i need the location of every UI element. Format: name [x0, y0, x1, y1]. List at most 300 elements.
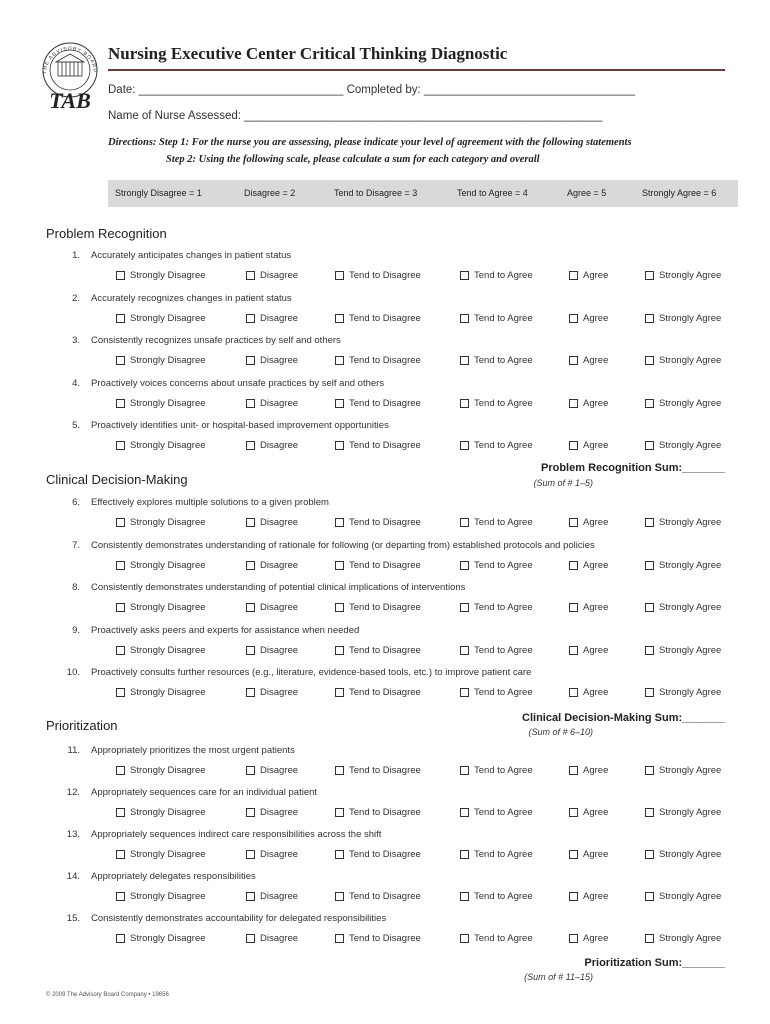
checkbox-icon[interactable]: [335, 271, 344, 280]
rating-option-label: Strongly Disagree: [130, 560, 206, 571]
rating-option-label: Strongly Disagree: [130, 891, 206, 902]
checkbox-icon[interactable]: [645, 850, 654, 859]
nurse-row: [108, 110, 602, 122]
question-number: 10.: [66, 667, 80, 678]
rating-option[interactable]: [645, 313, 721, 324]
rating-option[interactable]: [460, 933, 533, 944]
rating-option[interactable]: [645, 440, 721, 451]
rating-option[interactable]: [335, 398, 421, 409]
svg-text:TAB: TAB: [49, 88, 91, 113]
section-sum-field[interactable]: Prioritization Sum:_______: [584, 957, 725, 969]
checkbox-icon[interactable]: [569, 850, 578, 859]
rating-option[interactable]: [460, 313, 533, 324]
rating-option-label: Agree: [583, 849, 609, 860]
rating-option-label: Strongly Agree: [659, 645, 722, 656]
rating-option-label: Tend to Agree: [474, 517, 533, 528]
rating-option[interactable]: [569, 849, 608, 860]
rating-option-label: Tend to Disagree: [349, 517, 421, 528]
rating-option[interactable]: [569, 765, 608, 776]
checkbox-icon[interactable]: [246, 603, 255, 612]
rating-option[interactable]: [246, 355, 298, 366]
rating-option[interactable]: [645, 355, 721, 366]
checkbox-icon[interactable]: [246, 356, 255, 365]
question-text: Accurately anticipates changes in patient status: [91, 250, 292, 261]
checkbox-icon[interactable]: [246, 808, 255, 817]
rating-option[interactable]: [116, 560, 206, 571]
rating-option-label: Disagree: [260, 355, 299, 366]
question-text: Proactively consults further resources (e.g., literature, evidence-based tools, etc.) to improve patient care: [91, 667, 532, 678]
rating-option[interactable]: [116, 313, 206, 324]
rating-option[interactable]: [569, 560, 608, 571]
rating-option-label: Strongly Agree: [659, 687, 722, 698]
checkbox-icon[interactable]: [569, 934, 578, 943]
rating-option-label: Tend to Agree: [474, 849, 533, 860]
checkbox-icon[interactable]: [460, 356, 469, 365]
rating-option-label: Tend to Agree: [474, 602, 533, 613]
checkbox-icon[interactable]: [246, 271, 255, 280]
rating-option[interactable]: [116, 849, 206, 860]
checkbox-icon[interactable]: [645, 561, 654, 570]
checkbox-icon[interactable]: [116, 441, 125, 450]
question-text: Appropriately prioritizes the most urgent patients: [91, 745, 295, 756]
question-text: Appropriately delegates responsibilities: [91, 871, 256, 882]
checkbox-icon[interactable]: [116, 561, 125, 570]
directions-step-2: Step 2: Using the following scale, please calculate a sum for each category and overall: [166, 154, 540, 165]
rating-option[interactable]: [116, 645, 206, 656]
checkbox-icon[interactable]: [335, 646, 344, 655]
rating-option[interactable]: [645, 645, 721, 656]
rating-option-label: Disagree: [260, 849, 299, 860]
rating-option[interactable]: [335, 313, 421, 324]
rating-option-label: Tend to Agree: [474, 355, 533, 366]
rating-option[interactable]: [116, 440, 206, 451]
advisory-board-logo: [38, 38, 102, 116]
checkbox-icon[interactable]: [569, 808, 578, 817]
rating-option-label: Tend to Agree: [474, 313, 533, 324]
rating-option[interactable]: [246, 270, 298, 281]
checkbox-icon[interactable]: [335, 314, 344, 323]
checkbox-icon[interactable]: [116, 271, 125, 280]
checkbox-icon[interactable]: [645, 518, 654, 527]
rating-option-label: Disagree: [260, 645, 299, 656]
checkbox-icon[interactable]: [116, 934, 125, 943]
rating-option[interactable]: [460, 560, 533, 571]
section-title: Clinical Decision-Making: [46, 472, 188, 487]
checkbox-icon[interactable]: [460, 441, 469, 450]
checkbox-icon[interactable]: [569, 441, 578, 450]
rating-option[interactable]: [246, 517, 298, 528]
rating-option[interactable]: [645, 398, 721, 409]
date-label: Date:: [108, 84, 136, 96]
section-sum-note: (Sum of # 6–10): [528, 727, 593, 737]
question-text: Accurately recognizes changes in patient status: [91, 293, 292, 304]
rating-scale-bar: [108, 180, 738, 207]
directions-step-1: Directions: Step 1: For the nurse you are assessing, please indicate your level of agreement with the following statements: [108, 137, 632, 148]
rating-option-label: Tend to Disagree: [349, 313, 421, 324]
rating-option-label: Strongly Disagree: [130, 765, 206, 776]
checkbox-icon[interactable]: [335, 892, 344, 901]
question-number: 14.: [66, 871, 80, 882]
checkbox-icon[interactable]: [645, 892, 654, 901]
rating-option-label: Strongly Disagree: [130, 849, 206, 860]
rating-option[interactable]: [116, 933, 206, 944]
checkbox-icon[interactable]: [645, 356, 654, 365]
rating-option[interactable]: [645, 765, 721, 776]
rating-option[interactable]: [460, 517, 533, 528]
rating-option-label: Tend to Disagree: [349, 602, 421, 613]
checkbox-icon[interactable]: [116, 808, 125, 817]
rating-option-label: Agree: [583, 270, 609, 281]
scale-item: Tend to Disagree = 3: [334, 188, 418, 198]
rating-option[interactable]: [645, 560, 721, 571]
rating-option-label: Disagree: [260, 765, 299, 776]
question-text: Effectively explores multiple solutions to a given problem: [91, 497, 329, 508]
rating-option[interactable]: [645, 270, 721, 281]
question-text: Consistently demonstrates accountability for delegated responsibilities: [91, 913, 387, 924]
checkbox-icon[interactable]: [645, 646, 654, 655]
rating-option-label: Strongly Disagree: [130, 440, 206, 451]
rating-option[interactable]: [246, 560, 298, 571]
rating-option-label: Strongly Disagree: [130, 933, 206, 944]
rating-option-label: Agree: [583, 313, 609, 324]
rating-option[interactable]: [246, 313, 298, 324]
page-title: Nursing Executive Center Critical Thinking Diagnostic: [108, 44, 508, 63]
rating-option[interactable]: [569, 398, 608, 409]
rating-option-label: Tend to Disagree: [349, 398, 421, 409]
rating-option[interactable]: [116, 355, 206, 366]
rating-option[interactable]: [460, 891, 533, 902]
checkbox-icon[interactable]: [460, 766, 469, 775]
rating-option-label: Strongly Disagree: [130, 602, 206, 613]
rating-option-label: Strongly Agree: [659, 560, 722, 571]
checkbox-icon[interactable]: [569, 399, 578, 408]
rating-option[interactable]: [335, 355, 421, 366]
checkbox-icon[interactable]: [335, 399, 344, 408]
checkbox-icon[interactable]: [460, 850, 469, 859]
question-number: 5.: [72, 420, 80, 431]
rating-option[interactable]: [246, 891, 298, 902]
question-number: 15.: [66, 913, 80, 924]
rating-option[interactable]: [569, 440, 608, 451]
scale-item: Strongly Disagree = 1: [115, 188, 202, 198]
question-number: 6.: [72, 497, 80, 508]
checkbox-icon[interactable]: [460, 892, 469, 901]
rating-option-label: Tend to Disagree: [349, 560, 421, 571]
question-text: Proactively voices concerns about unsafe practices by self and others: [91, 378, 385, 389]
rating-option[interactable]: [460, 687, 533, 698]
rating-option[interactable]: [460, 440, 533, 451]
checkbox-icon[interactable]: [335, 561, 344, 570]
rating-option-label: Strongly Agree: [659, 313, 722, 324]
rating-option-label: Agree: [583, 765, 609, 776]
rating-option-label: Tend to Disagree: [349, 807, 421, 818]
checkbox-icon[interactable]: [569, 688, 578, 697]
checkbox-icon[interactable]: [645, 934, 654, 943]
rating-option[interactable]: [460, 765, 533, 776]
checkbox-icon[interactable]: [116, 314, 125, 323]
checkbox-icon[interactable]: [335, 808, 344, 817]
rating-option[interactable]: [116, 765, 206, 776]
checkbox-icon[interactable]: [335, 850, 344, 859]
rating-option[interactable]: [335, 849, 421, 860]
checkbox-icon[interactable]: [116, 646, 125, 655]
section-sum-note: (Sum of # 11–15): [524, 972, 593, 982]
rating-option-label: Tend to Agree: [474, 270, 533, 281]
checkbox-icon[interactable]: [569, 271, 578, 280]
checkbox-icon[interactable]: [116, 356, 125, 365]
checkbox-icon[interactable]: [645, 808, 654, 817]
rating-option-label: Agree: [583, 807, 609, 818]
rating-option[interactable]: [460, 398, 533, 409]
checkbox-icon[interactable]: [246, 934, 255, 943]
rating-option-label: Tend to Agree: [474, 560, 533, 571]
checkbox-icon[interactable]: [569, 314, 578, 323]
checkbox-icon[interactable]: [116, 688, 125, 697]
checkbox-icon[interactable]: [460, 561, 469, 570]
rating-option-label: Strongly Agree: [659, 849, 722, 860]
title-divider: [108, 69, 725, 71]
checkbox-icon[interactable]: [569, 646, 578, 655]
rating-option[interactable]: [569, 891, 608, 902]
rating-option[interactable]: [569, 807, 608, 818]
rating-option[interactable]: [645, 687, 721, 698]
rating-option-label: Strongly Disagree: [130, 355, 206, 366]
rating-option[interactable]: [246, 849, 298, 860]
checkbox-icon[interactable]: [246, 688, 255, 697]
rating-option[interactable]: [116, 687, 206, 698]
question-number: 7.: [72, 540, 80, 551]
rating-option[interactable]: [246, 440, 298, 451]
checkbox-icon[interactable]: [246, 441, 255, 450]
section-sum-field[interactable]: Clinical Decision-Making Sum:_______: [522, 712, 725, 724]
checkbox-icon[interactable]: [460, 688, 469, 697]
rating-option[interactable]: [335, 765, 421, 776]
rating-option[interactable]: [246, 933, 298, 944]
rating-option-label: Strongly Agree: [659, 398, 722, 409]
rating-option[interactable]: [645, 933, 721, 944]
checkbox-icon[interactable]: [460, 314, 469, 323]
checkbox-icon[interactable]: [246, 646, 255, 655]
checkbox-icon[interactable]: [335, 441, 344, 450]
nurse-field[interactable]: ________________________________________________________: [244, 110, 603, 122]
checkbox-icon[interactable]: [645, 441, 654, 450]
checkbox-icon[interactable]: [569, 766, 578, 775]
rating-option[interactable]: [460, 807, 533, 818]
rating-option-label: Agree: [583, 398, 609, 409]
checkbox-icon[interactable]: [335, 934, 344, 943]
rating-option-label: Agree: [583, 560, 609, 571]
rating-option[interactable]: [569, 517, 608, 528]
rating-option-label: Agree: [583, 645, 609, 656]
checkbox-icon[interactable]: [645, 766, 654, 775]
rating-option-label: Agree: [583, 687, 609, 698]
rating-option-label: Disagree: [260, 440, 299, 451]
rating-option[interactable]: [335, 602, 421, 613]
rating-option[interactable]: [335, 933, 421, 944]
rating-option-label: Tend to Agree: [474, 891, 533, 902]
rating-option[interactable]: [460, 849, 533, 860]
rating-option-label: Tend to Disagree: [349, 765, 421, 776]
rating-option[interactable]: [246, 398, 298, 409]
checkbox-icon[interactable]: [645, 688, 654, 697]
rating-option-label: Strongly Agree: [659, 891, 722, 902]
checkbox-icon[interactable]: [335, 688, 344, 697]
rating-option[interactable]: [460, 602, 533, 613]
rating-option[interactable]: [116, 891, 206, 902]
rating-option-label: Tend to Disagree: [349, 440, 421, 451]
checkbox-icon[interactable]: [460, 646, 469, 655]
rating-option[interactable]: [335, 891, 421, 902]
question-number: 13.: [66, 829, 80, 840]
checkbox-icon[interactable]: [335, 356, 344, 365]
scale-item: Disagree = 2: [244, 188, 296, 198]
rating-option[interactable]: [460, 645, 533, 656]
rating-option-label: Tend to Agree: [474, 687, 533, 698]
checkbox-icon[interactable]: [335, 518, 344, 527]
rating-option[interactable]: [246, 645, 298, 656]
rating-option[interactable]: [645, 602, 721, 613]
checkbox-icon[interactable]: [246, 518, 255, 527]
rating-option[interactable]: [246, 687, 298, 698]
rating-option-label: Tend to Agree: [474, 440, 533, 451]
question-number: 12.: [66, 787, 80, 798]
rating-option[interactable]: [335, 645, 421, 656]
checkbox-icon[interactable]: [116, 603, 125, 612]
checkbox-icon[interactable]: [569, 518, 578, 527]
rating-option-label: Strongly Agree: [659, 270, 722, 281]
rating-option-label: Tend to Agree: [474, 765, 533, 776]
checkbox-icon[interactable]: [645, 603, 654, 612]
section-sum-note: (Sum of # 1–5): [533, 478, 593, 488]
rating-option-label: Disagree: [260, 891, 299, 902]
rating-option[interactable]: [116, 517, 206, 528]
question-text: Consistently recognizes unsafe practices by self and others: [91, 335, 341, 346]
rating-option-label: Disagree: [260, 560, 299, 571]
rating-option-label: Tend to Disagree: [349, 849, 421, 860]
rating-option[interactable]: [335, 517, 421, 528]
question-number: 3.: [72, 335, 80, 346]
rating-option-label: Strongly Agree: [659, 355, 722, 366]
scale-item: Tend to Agree = 4: [457, 188, 528, 198]
rating-option[interactable]: [569, 313, 608, 324]
completed-by-field[interactable]: _________________________________: [423, 84, 635, 96]
checkbox-icon[interactable]: [460, 399, 469, 408]
checkbox-icon[interactable]: [116, 892, 125, 901]
checkbox-icon[interactable]: [116, 850, 125, 859]
checkbox-icon[interactable]: [645, 314, 654, 323]
rating-option[interactable]: [116, 807, 206, 818]
scale-item: Strongly Agree = 6: [642, 188, 717, 198]
rating-option[interactable]: [645, 891, 721, 902]
rating-option[interactable]: [460, 270, 533, 281]
section-title: Prioritization: [46, 718, 118, 733]
rating-option-label: Strongly Agree: [659, 440, 722, 451]
rating-option[interactable]: [335, 270, 421, 281]
rating-option[interactable]: [645, 849, 721, 860]
rating-option[interactable]: [569, 645, 608, 656]
question-number: 2.: [72, 293, 80, 304]
rating-option[interactable]: [335, 440, 421, 451]
rating-option[interactable]: [335, 560, 421, 571]
svg-text:THE ADVISORY BOARD: THE ADVISORY BOARD: [41, 45, 99, 75]
checkbox-icon[interactable]: [246, 766, 255, 775]
rating-option[interactable]: [116, 270, 206, 281]
rating-option[interactable]: [645, 807, 721, 818]
question-text: Proactively asks peers and experts for assistance when needed: [91, 625, 360, 636]
rating-option-label: Strongly Disagree: [130, 398, 206, 409]
rating-option[interactable]: [246, 807, 298, 818]
rating-option-label: Agree: [583, 355, 609, 366]
rating-option[interactable]: [335, 807, 421, 818]
rating-option[interactable]: [645, 517, 721, 528]
checkbox-icon[interactable]: [569, 356, 578, 365]
rating-option[interactable]: [246, 602, 298, 613]
checkbox-icon[interactable]: [246, 399, 255, 408]
rating-option-label: Strongly Disagree: [130, 807, 206, 818]
rating-option-label: Strongly Disagree: [130, 687, 206, 698]
rating-option[interactable]: [335, 687, 421, 698]
section-title: Problem Recognition: [46, 226, 167, 241]
checkbox-icon[interactable]: [569, 892, 578, 901]
checkbox-icon[interactable]: [460, 518, 469, 527]
rating-option[interactable]: [569, 933, 608, 944]
checkbox-icon[interactable]: [246, 892, 255, 901]
rating-option-label: Disagree: [260, 398, 299, 409]
checkbox-icon[interactable]: [460, 934, 469, 943]
rating-option[interactable]: [569, 602, 608, 613]
rating-option[interactable]: [116, 398, 206, 409]
checkbox-icon[interactable]: [246, 850, 255, 859]
rating-option-label: Tend to Agree: [474, 807, 533, 818]
checkbox-icon[interactable]: [460, 271, 469, 280]
rating-option-label: Strongly Agree: [659, 933, 722, 944]
date-field[interactable]: ________________________________: [138, 84, 344, 96]
rating-option[interactable]: [246, 765, 298, 776]
rating-option[interactable]: [460, 355, 533, 366]
checkbox-icon[interactable]: [645, 399, 654, 408]
rating-option[interactable]: [569, 687, 608, 698]
rating-option[interactable]: [569, 355, 608, 366]
checkbox-icon[interactable]: [116, 518, 125, 527]
checkbox-icon[interactable]: [569, 561, 578, 570]
checkbox-icon[interactable]: [460, 808, 469, 817]
question-number: 4.: [72, 378, 80, 389]
section-sum-field[interactable]: Problem Recognition Sum:_______: [541, 462, 725, 474]
nurse-label: Name of Nurse Assessed:: [108, 110, 241, 122]
rating-option-label: Tend to Agree: [474, 933, 533, 944]
rating-option-label: Tend to Disagree: [349, 645, 421, 656]
question-text: Appropriately sequences indirect care responsibilities across the shift: [91, 829, 382, 840]
question-text: Appropriately sequences care for an individual patient: [91, 787, 318, 798]
checkbox-icon[interactable]: [645, 271, 654, 280]
rating-option[interactable]: [116, 602, 206, 613]
date-row: [108, 84, 635, 96]
rating-option-label: Agree: [583, 602, 609, 613]
checkbox-icon[interactable]: [246, 314, 255, 323]
rating-option-label: Strongly Agree: [659, 807, 722, 818]
rating-option-label: Tend to Agree: [474, 398, 533, 409]
rating-option-label: Disagree: [260, 807, 299, 818]
checkbox-icon[interactable]: [335, 766, 344, 775]
checkbox-icon[interactable]: [335, 603, 344, 612]
checkbox-icon[interactable]: [116, 766, 125, 775]
checkbox-icon[interactable]: [569, 603, 578, 612]
rating-option[interactable]: [569, 270, 608, 281]
checkbox-icon[interactable]: [246, 561, 255, 570]
checkbox-icon[interactable]: [460, 603, 469, 612]
checkbox-icon[interactable]: [116, 399, 125, 408]
rating-option-label: Agree: [583, 933, 609, 944]
